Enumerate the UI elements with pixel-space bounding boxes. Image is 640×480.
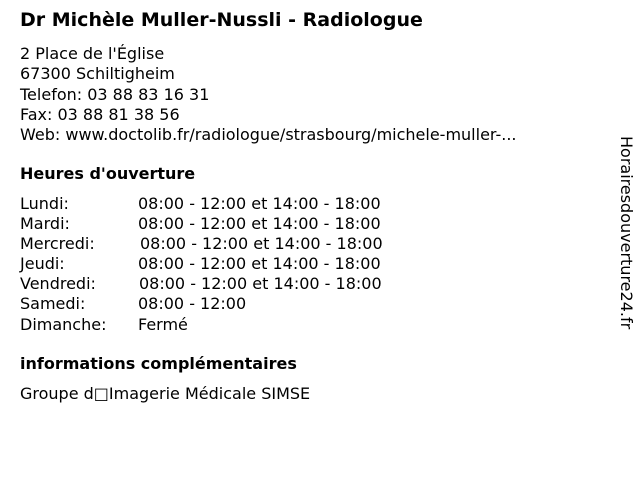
day-hours: 08:00 - 12:00 et 14:00 - 18:00 xyxy=(138,194,381,213)
day-hours: 08:00 - 12:00 et 14:00 - 18:00 xyxy=(139,274,382,294)
hours-heading: Heures d'ouverture xyxy=(20,164,196,183)
day-label: Vendredi: xyxy=(20,274,96,294)
day-hours: Fermé xyxy=(138,314,188,334)
day-hours: 08:00 - 12:00 xyxy=(138,294,247,314)
watermark xyxy=(612,136,640,344)
watermark-text: Horairesdouverture24.fr xyxy=(617,136,636,330)
day-hours: 08:00 - 12:00 et 14:00 - 18:00 xyxy=(138,214,381,234)
address-city: 67300 Schiltigheim xyxy=(20,64,175,84)
day-label: Mercredi: xyxy=(20,234,95,254)
day-label: Lundi: xyxy=(20,194,69,213)
info-heading: informations complémentaires xyxy=(20,354,297,373)
page-title: Dr Michèle Muller-Nussli - Radiologue xyxy=(20,9,423,31)
fax-number: Fax: 03 88 81 38 56 xyxy=(20,104,180,124)
info-text: Groupe d□Imagerie Médicale SIMSE xyxy=(20,384,311,403)
day-label: Mardi: xyxy=(20,214,70,234)
day-hours: 08:00 - 12:00 et 14:00 - 18:00 xyxy=(138,254,381,274)
day-label: Jeudi: xyxy=(20,254,65,274)
address-block xyxy=(20,44,517,145)
day-label: Dimanche: xyxy=(20,314,107,334)
address-street: 2 Place de l'Église xyxy=(20,44,165,63)
phone-number: Telefon: 03 88 83 16 31 xyxy=(20,84,210,104)
day-hours: 08:00 - 12:00 et 14:00 - 18:00 xyxy=(140,234,383,254)
day-label: Samedi: xyxy=(20,294,86,314)
website-link[interactable]: Web: www.doctolib.fr/radiologue/strasbourg/michele-muller-... xyxy=(20,125,517,145)
